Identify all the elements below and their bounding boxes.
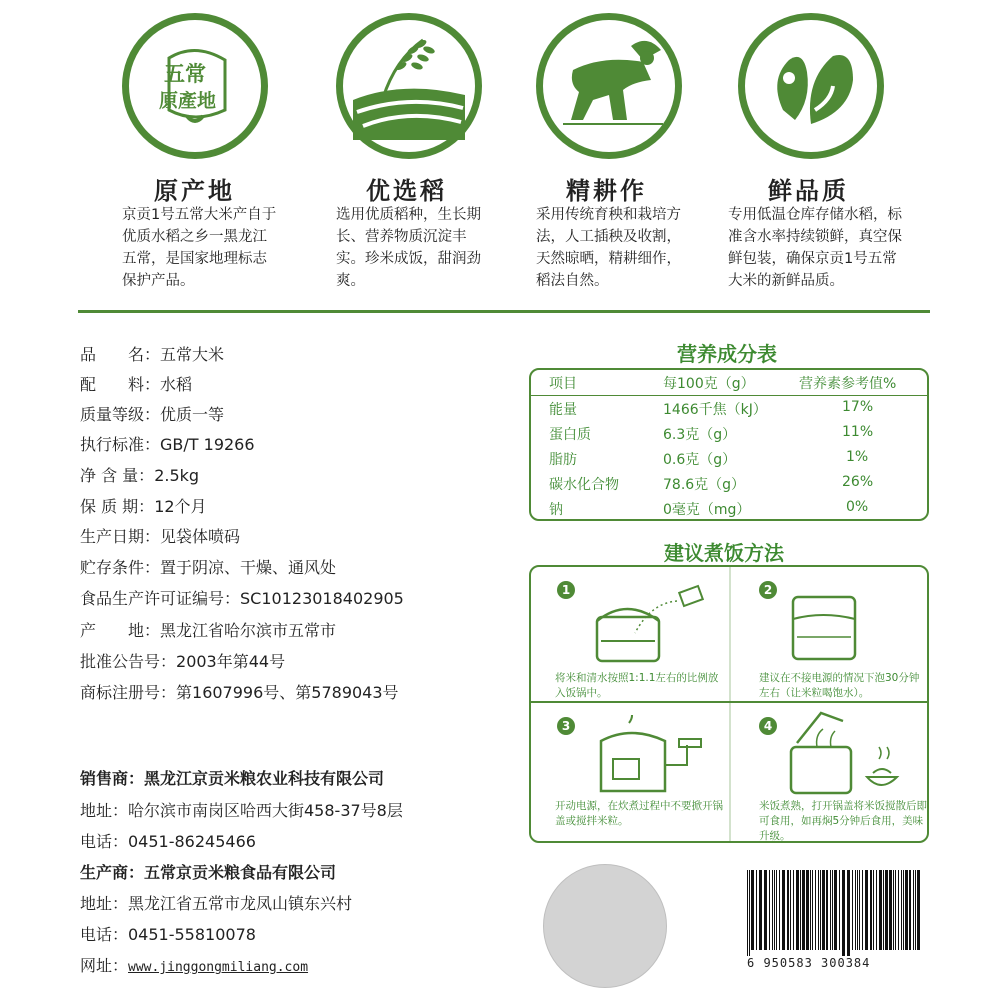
barcode-bar <box>870 870 872 950</box>
barcode-bar <box>772 870 773 950</box>
barcode-bar <box>913 870 914 950</box>
producer-name: 生产商：五常京贡米粮食品有限公司 <box>80 863 337 882</box>
barcode-bar <box>764 870 767 950</box>
info-row: 保 质 期：12个月 <box>80 497 207 516</box>
barcode-bar <box>756 870 757 950</box>
origin-seal-text-top: 五常 <box>164 62 206 86</box>
info-row: 执行标准：GB/T 19266 <box>80 435 255 454</box>
producer-website <box>80 953 308 976</box>
barcode-bar <box>832 870 833 950</box>
info-row: 配 料：水稻 <box>80 375 193 394</box>
barcode-bar <box>857 870 858 950</box>
barcode-bar <box>855 870 856 950</box>
barcode-bar <box>893 870 894 950</box>
info-row: 品 名：五常大米 <box>80 345 225 364</box>
barcode-bar <box>774 870 775 950</box>
barcode-bar <box>917 870 920 950</box>
barcode-bar <box>847 870 850 956</box>
rice-grain-icon <box>738 13 884 159</box>
barcode-bar <box>873 870 874 950</box>
seller-name: 销售商：黑龙江京贡米粮农业科技有限公司 <box>80 769 385 788</box>
cooked-rice-icon <box>787 707 907 799</box>
feature-title: 鲜品质 <box>768 177 849 205</box>
barcode-bar <box>749 870 750 956</box>
barcode-bar <box>818 870 819 950</box>
barcode-bar <box>905 870 908 950</box>
barcode-bar <box>909 870 911 950</box>
origin-seal-icon <box>122 13 268 159</box>
producer-address: 地址：黑龙江省五常市龙凤山镇东兴村 <box>80 894 353 913</box>
step-number: 2 <box>759 581 777 599</box>
feature-desc: 专用低温仓库存储水稻，标准含水率持续锁鲜，真空保鲜包装，确保京贡1号五常大米的新鲜品质。 <box>728 207 902 289</box>
barcode-bar <box>802 870 805 950</box>
info-row: 商标注册号：第1607996号、第5789043号 <box>80 683 399 702</box>
barcode-bar <box>885 870 888 950</box>
barcode-bars <box>741 870 927 956</box>
info-row: 生产日期：见袋体喷码 <box>80 527 241 546</box>
barcode-bar <box>782 870 785 950</box>
table-row: 碳水化合物 78.6克（g） 26% <box>549 474 874 493</box>
feature-desc: 京贡1号五常大米产自于优质水稻之乡一黑龙江五常，是国家地理标志保护产品。 <box>122 207 277 289</box>
farmer-planting-icon <box>536 13 682 159</box>
info-row: 批准公告号：2003年第44号 <box>80 652 286 671</box>
table-row: 脂肪 0.6克（g） 1% <box>549 449 869 468</box>
origin-seal-text-bottom: 原產地 <box>159 90 217 112</box>
barcode-bar <box>839 870 840 950</box>
soaking-pot-icon <box>787 589 877 669</box>
barcode-bar <box>879 870 882 950</box>
info-row: 产 地：黑龙江省哈尔滨市五常市 <box>80 621 337 640</box>
step-text: 米饭煮熟，打开锅盖将米饭搅散后即可食用，如再焖5分钟后食用，美味升级。 <box>759 800 927 842</box>
website-link[interactable]: www.jinggongmiliang.com <box>128 960 309 975</box>
barcode-bar <box>865 870 868 950</box>
rice-field-icon <box>336 13 482 159</box>
barcode-bar <box>787 870 789 950</box>
feature-desc: 选用优质稻种，生长期长、营养物质沉淀丰实。珍米成饭，甜润劲爽。 <box>336 207 481 289</box>
step-number: 3 <box>557 717 575 735</box>
barcode-bar <box>800 870 801 950</box>
barcode-bar <box>812 870 813 950</box>
cooking-panel <box>529 565 929 843</box>
barcode-bar <box>820 870 821 950</box>
barcode-bar <box>901 870 902 950</box>
producer-phone: 电话：0451-55810078 <box>80 925 256 944</box>
seller-address: 地址：哈尔滨市南岗区哈西大街458-37号8层 <box>80 801 403 820</box>
barcode-bar <box>903 870 904 950</box>
pouring-rice-icon <box>591 577 711 667</box>
section-divider <box>78 310 930 313</box>
table-row: 钠 0毫克（mg） 0% <box>549 499 869 518</box>
info-row: 贮存条件：置于阴凉、干燥、通风处 <box>80 558 337 577</box>
feature-desc: 采用传统育秧和栽培方法，人工插秧及收割，天然晾晒，精耕细作，稻法自然。 <box>536 207 681 289</box>
barcode-number: 6 950583 300384 <box>747 956 871 970</box>
barcode-bar <box>793 870 794 950</box>
barcode-bar <box>806 870 809 950</box>
barcode-bar <box>859 870 860 950</box>
barcode-bar <box>898 870 899 950</box>
barcode-bar <box>834 870 837 950</box>
table-row: 蛋白质 6.3克（g） 11% <box>549 424 874 443</box>
barcode-bar <box>830 870 831 950</box>
barcode-bar <box>822 870 825 950</box>
barcode-bar <box>876 870 877 950</box>
barcode-bar <box>883 870 884 950</box>
barcode-bar <box>826 870 828 950</box>
seller-phone: 电话：0451-86245466 <box>80 832 256 851</box>
step-number: 4 <box>759 717 777 735</box>
barcode <box>741 870 927 974</box>
barcode-bar <box>862 870 863 950</box>
info-row: 净 含 量：2.5kg <box>80 466 200 485</box>
website-label: 网址： <box>80 956 129 975</box>
print-spot-circle <box>543 864 667 988</box>
barcode-bar <box>796 870 799 950</box>
cook-divider <box>729 567 731 841</box>
nutrition-title: 营养成分表 <box>677 342 777 366</box>
step-text: 开动电源，在炊煮过程中不要掀开锅盖或搅拌米粒。 <box>555 800 723 827</box>
barcode-bar <box>776 870 777 950</box>
step-text: 建议在不接电源的情况下泡30分钟左右（让米粒喝饱水）。 <box>759 672 920 699</box>
barcode-bar <box>747 870 748 956</box>
feature-title: 精耕作 <box>566 177 647 205</box>
step-number: 1 <box>557 581 575 599</box>
barcode-bar <box>915 870 916 950</box>
feature-title: 优选稻 <box>366 177 447 205</box>
barcode-bar <box>852 870 853 950</box>
cooking-title: 建议煮饭方法 <box>664 541 784 565</box>
barcode-bar <box>759 870 762 950</box>
barcode-bar <box>779 870 780 950</box>
barcode-bar <box>769 870 770 950</box>
rice-cooker-icon <box>591 715 711 799</box>
table-row: 能量 1466千焦（kJ） 17% <box>549 399 874 418</box>
barcode-bar <box>842 870 845 956</box>
info-row: 质量等级：优质一等 <box>80 405 225 424</box>
barcode-bar <box>815 870 816 950</box>
barcode-bar <box>889 870 892 950</box>
info-row: 食品生产许可证编号：SC10123018402905 <box>80 589 404 608</box>
barcode-bar <box>751 870 754 950</box>
feature-title: 原产地 <box>154 177 235 205</box>
table-header-row: 项目 每100克（g） 营养素参考值% <box>531 370 927 396</box>
barcode-bar <box>790 870 791 950</box>
step-text: 将米和清水按照1:1.1左右的比例放入饭锅中。 <box>555 672 719 699</box>
barcode-bar <box>895 870 896 950</box>
barcode-bar <box>810 870 811 950</box>
nutrition-table <box>529 368 929 521</box>
